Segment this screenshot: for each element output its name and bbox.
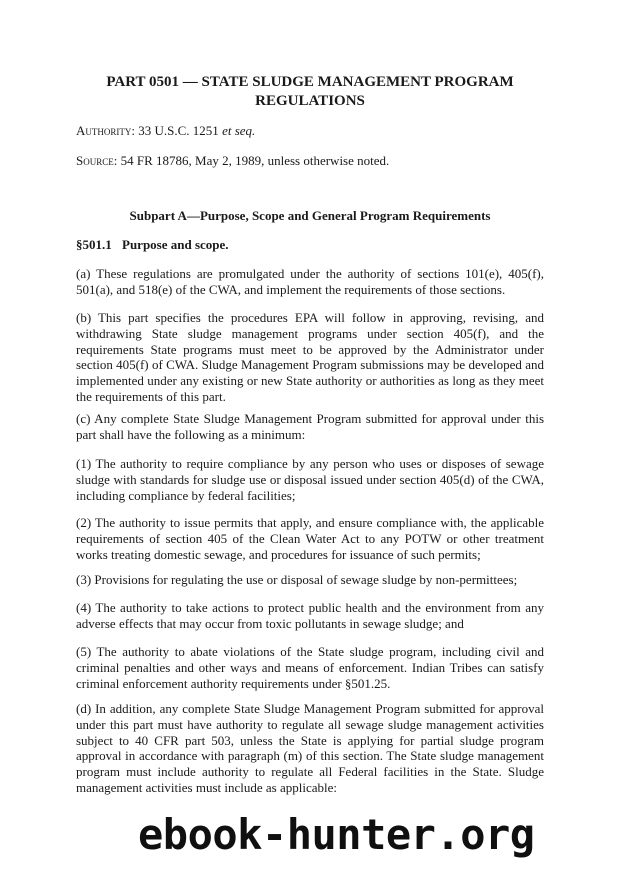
paragraph-c-3: (3) Provisions for regulating the use or disposal of sewage sludge by non-permittees; — [76, 572, 518, 587]
source-label: Source — [76, 153, 114, 168]
watermark-logo: ebook-hunter.org — [138, 810, 535, 859]
section-heading — [76, 237, 229, 253]
section-title: Purpose and scope. — [122, 237, 229, 252]
paragraph-c-1: (1) The authority to require compliance by any person who uses or disposes of sewage sludge with standards for sludge use or disposal issued under section 405(d) of the CWA, including compliance by federal facilities; — [76, 456, 544, 503]
paragraph-d: (d) In addition, any complete State Sludge Management Program submitted for approval under this part must have authority to regulate all sewage sludge management activities subject to 40 CFR part 503, unless the State is applying for partial sludge program approval in accordance with paragraph (m) of this section. The State sludge management program must include authority to regulate all Federal facilities in the State. Sludge management activities must include as applicable: — [76, 701, 544, 795]
paragraph-c-4: (4) The authority to take actions to protect public health and the environment from any adverse effects that may occur from toxic pollutants in sewage sludge; and — [76, 600, 544, 631]
authority-text: 33 U.S.C. 1251 — [138, 123, 219, 138]
paragraph-c-2: (2) The authority to issue permits that apply, and ensure compliance with, the applicable requirements of section 405 of the Clean Water Act to any POTW or other treatment works treating domestic sewage, and procedures for issuance of such permits; — [76, 515, 544, 562]
section-number: §501.1 — [76, 237, 112, 252]
paragraph-a: (a) These regulations are promulgated under the authority of sections 101(e), 405(f), 501(a), and 518(e) of the CWA, and implement the requirements of those sections. — [76, 266, 544, 297]
source-line: Source: 54 FR 18786, May 2, 1989, unless otherwise noted. — [76, 153, 390, 168]
authority-et-seq: et seq. — [222, 123, 256, 138]
subpart-heading: Subpart A—Purpose, Scope and General Program Requirements — [129, 208, 491, 223]
source-text: 54 FR 18786, May 2, 1989, unless otherwise noted. — [120, 153, 390, 168]
page-title: PART 0501 — STATE SLUDGE MANAGEMENT PROGRAM REGULATIONS — [106, 74, 514, 109]
paragraph-c-5: (5) The authority to abate violations of the State sludge program, including civil and criminal penalties and other ways and means of enforcement. Indian Tribes can satisfy criminal enforcement authority requirements under §501.25. — [76, 644, 544, 691]
authority-label: Authority — [76, 123, 132, 138]
paragraph-c: (c) Any complete State Sludge Management Program submitted for approval under this part shall have the following as a minimum: — [76, 411, 544, 442]
paragraph-b: (b) This part specifies the procedures EPA will follow in approving, revising, and withdrawing State sludge management programs under section 405(f), and the requirements State programs must meet to be approved by the Administrator under section 405(f) of CWA. Sludge Management Program submissions may be developed and implemented under any existing or new State authority or authorities as long as they meet the requirements of this part. — [76, 310, 544, 404]
authority-line: Authority: 33 U.S.C. 1251 et seq. — [76, 123, 256, 138]
